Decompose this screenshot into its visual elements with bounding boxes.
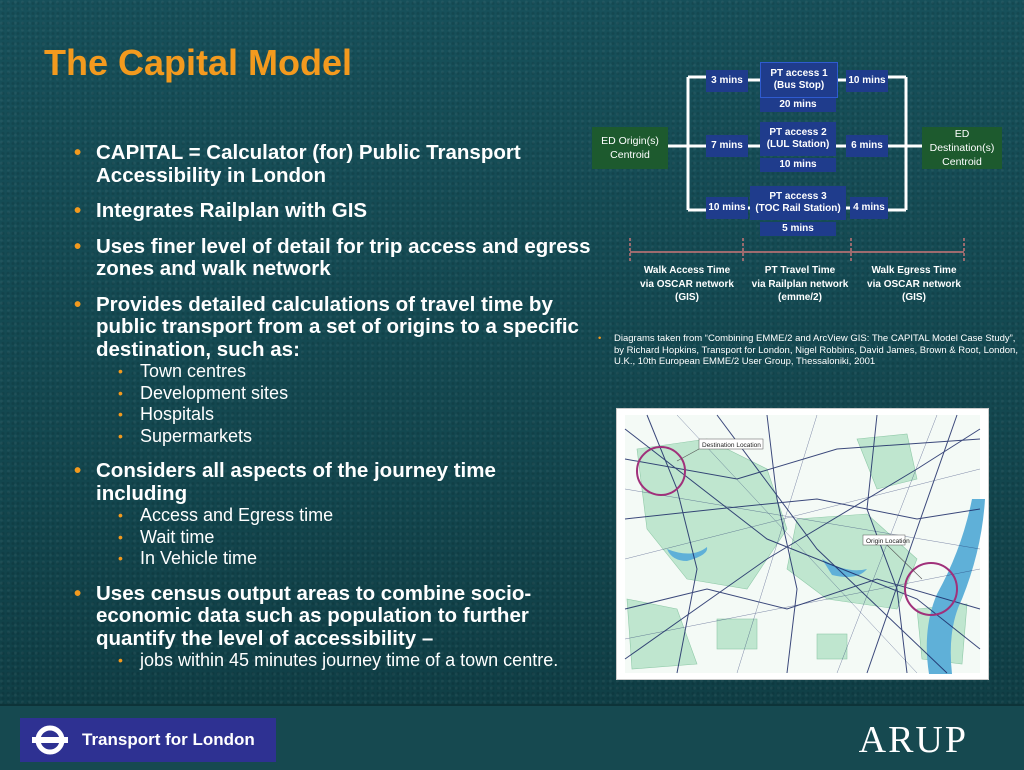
bullet-item [72, 583, 592, 672]
sub-bullet-item: • Access and Egress time [116, 505, 592, 527]
bullet-text: • CAPITAL = Calculator (for) Public Transport Accessibility in London [96, 141, 521, 187]
sub-bullet-item: • Supermarkets [116, 426, 592, 448]
sub-bullet-list [96, 650, 592, 672]
bullet-text: • Provides detailed calculations of travel time by public transport from a set of origins to a specific destination, such as: [96, 292, 579, 361]
accessibility-map [616, 408, 989, 680]
sub-bullet-item: • Wait time [116, 527, 592, 549]
bullet-item [72, 460, 592, 570]
sub-bullet-item: • Town centres [116, 361, 592, 383]
sub-bullet-list [96, 361, 592, 447]
slide-title: The Capital Model [44, 42, 353, 83]
arup-logo: ARUP [858, 719, 968, 761]
destination-centroid-box: ED Destination(s) Centroid [922, 127, 1002, 169]
route3-walk-out: 4 mins [850, 197, 888, 219]
sub-bullet-list [96, 505, 592, 570]
bullet-text: • Considers all aspects of the journey time including [96, 459, 496, 505]
bullet-text: • Uses census output areas to combine socio-economic data such as population to further quantify the level of accessibility – [96, 581, 532, 650]
origin-centroid-box: ED Origin(s) Centroid [592, 127, 668, 169]
network-map-image [617, 409, 988, 679]
route2-travel-time: 10 mins [760, 158, 836, 172]
tfl-logo-text: Transport for London [82, 730, 255, 749]
bullet-text: • Integrates Railplan with GIS [96, 199, 368, 222]
map-destination-label: Destination Location [702, 442, 761, 449]
source-credit: • Diagrams taken from “Combining EMME/2 and ArcView GIS: The CAPITAL Model Case Study”, by Richard Hopkins, Transport for London, Nigel Robbins, David James, Brown & Root, London, U.K., 10th European EMME/2 User Group, Thessaloniki, 2001 [598, 333, 1018, 368]
pt-travel-caption: PT Travel Time via Railplan network (emme/2) [751, 265, 849, 303]
route-diagram [0, 0, 1024, 330]
sub-bullet-item: • Development sites [116, 383, 592, 405]
bullet-text: • Uses finer level of detail for trip access and egress zones and walk network [96, 234, 591, 280]
tfl-logo [20, 718, 276, 762]
sub-bullet-item: • jobs within 45 minutes journey time of a town centre. [116, 650, 592, 672]
footer-bar [0, 704, 1024, 770]
route3-travel-time: 5 mins [760, 222, 836, 236]
route2-walk-in: 7 mins [706, 135, 748, 157]
route2-access-box: PT access 2 (LUL Station) [760, 122, 836, 156]
route3-access-box: PT access 3 (TOC Rail Station) [750, 186, 846, 220]
route1-walk-out: 10 mins [846, 70, 888, 92]
tfl-roundel-icon [30, 725, 70, 755]
map-origin-label: Origin Location [866, 538, 910, 545]
sub-bullet-item: • In Vehicle time [116, 548, 592, 570]
route1-access-box: PT access 1 (Bus Stop) [760, 62, 838, 98]
walk-access-caption: Walk Access Time via OSCAR network (GIS) [640, 265, 734, 303]
route3-walk-in: 10 mins [706, 197, 748, 219]
route1-walk-in: 3 mins [706, 70, 748, 92]
sub-bullet-item: • Hospitals [116, 404, 592, 426]
route1-travel-time: 20 mins [760, 98, 836, 112]
route2-walk-out: 6 mins [846, 135, 888, 157]
walk-egress-caption: Walk Egress Time via OSCAR network (GIS) [867, 265, 961, 303]
